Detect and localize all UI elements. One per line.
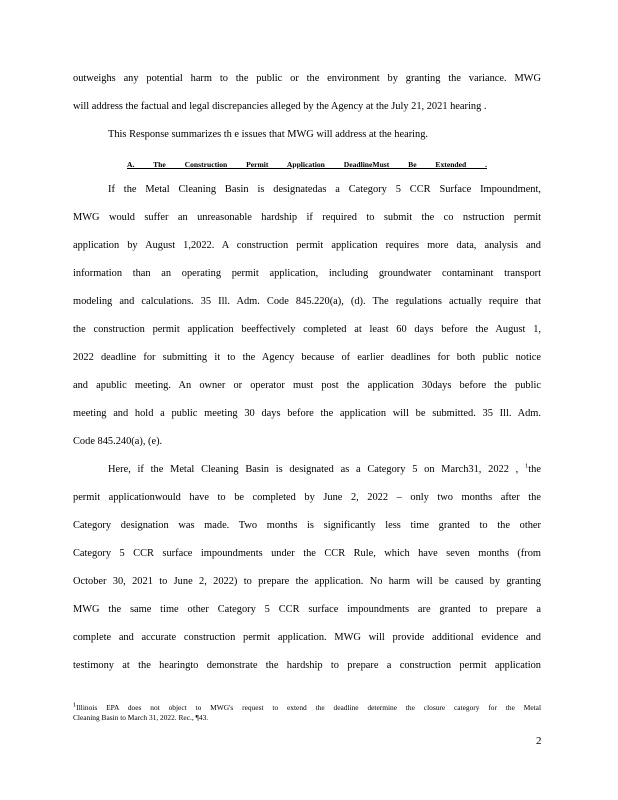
paragraph-line: Code 845.240(a), (e). [73, 436, 163, 447]
paragraph-line: MWG would suffer an unreasonable hardship if required to submit the co nstruction permit [73, 212, 541, 223]
paragraph-line: testimony at the hearingto demonstrate the hardship to prepare a construction permit application [73, 660, 541, 671]
paragraph-line: meeting and hold a public meeting 30 days before the application will be submitted. 35 Ill. Adm. [73, 408, 541, 419]
paragraph-line: the construction permit application beeffectively completed at least 60 days before the August 1, [73, 324, 541, 335]
paragraph-line: This Response summarizes th e issues that MWG will address at the hearing. [108, 129, 429, 140]
paragraph-line: will address the factual and legal discrepancies alleged by the Agency at the July 21, 2021 hearing . [73, 101, 487, 112]
paragraph-line: and apublic meeting. An owner or operator must post the application 30days before the public [73, 380, 541, 391]
paragraph-line: permit applicationwould have to be completed by June 2, 2022 – only two months after the [73, 492, 541, 503]
paragraph-line: 2022 deadline for submitting it to the Agency because of earlier deadlines for both public notice [73, 352, 541, 363]
section-heading: A. The Construction Permit Application DeadlineMust Be Extended . [127, 160, 487, 169]
footnote-mark: 1 [73, 701, 77, 709]
paragraph-line-text: Here, if the Metal Cleaning Basin is designated as a Category 5 on March31, 2022 , [108, 464, 519, 475]
paragraph-line: information than an operating permit application, including groundwater contaminant transport [73, 268, 541, 279]
paragraph-line: modeling and calculations. 35 Ill. Adm. Code 845.220(a), (d). The regulations actually require that [73, 296, 541, 307]
paragraph-line: Category designation was made. Two months is significantly less time granted to the other [73, 520, 541, 531]
page-number: 2 [536, 735, 542, 747]
paragraph-line: Category 5 CCR surface impoundments under the CCR Rule, which have seven months (from [73, 548, 541, 559]
paragraph-line: application by August 1,2022. A construction permit application requires more data, analysis and [73, 240, 541, 251]
paragraph-line: MWG the same time other Category 5 CCR surface impoundments are granted to prepare a [73, 604, 541, 615]
footnote-line-2 [73, 713, 541, 722]
paragraph-line: October 30, 2021 to June 2, 2022) to prepare the application. No harm will be caused by granting [73, 576, 541, 587]
paragraph-line-text-end: the [528, 464, 541, 475]
paragraph-line: If the Metal Cleaning Basin is designatedas a Category 5 CCR Surface Impoundment, [108, 184, 541, 195]
footnote-reference-mark[interactable]: 1 [525, 462, 529, 470]
paragraph-line: complete and accurate construction permit application. MWG will provide additional evidence and [73, 632, 541, 643]
footnote-text-2: Cleaning Basin to March 31, 2022. Rec., ¶43. [73, 713, 209, 722]
paragraph-line-footnote-ref [108, 464, 541, 476]
paragraph-line: outweighs any potential harm to the public or the environment by granting the variance. MWG [73, 73, 541, 84]
footnote-line-1 [73, 703, 541, 712]
footnote-text-1: Illinois EPA does not object to MWG's request to extend the deadline determine the closure category for the Metal [76, 703, 541, 712]
